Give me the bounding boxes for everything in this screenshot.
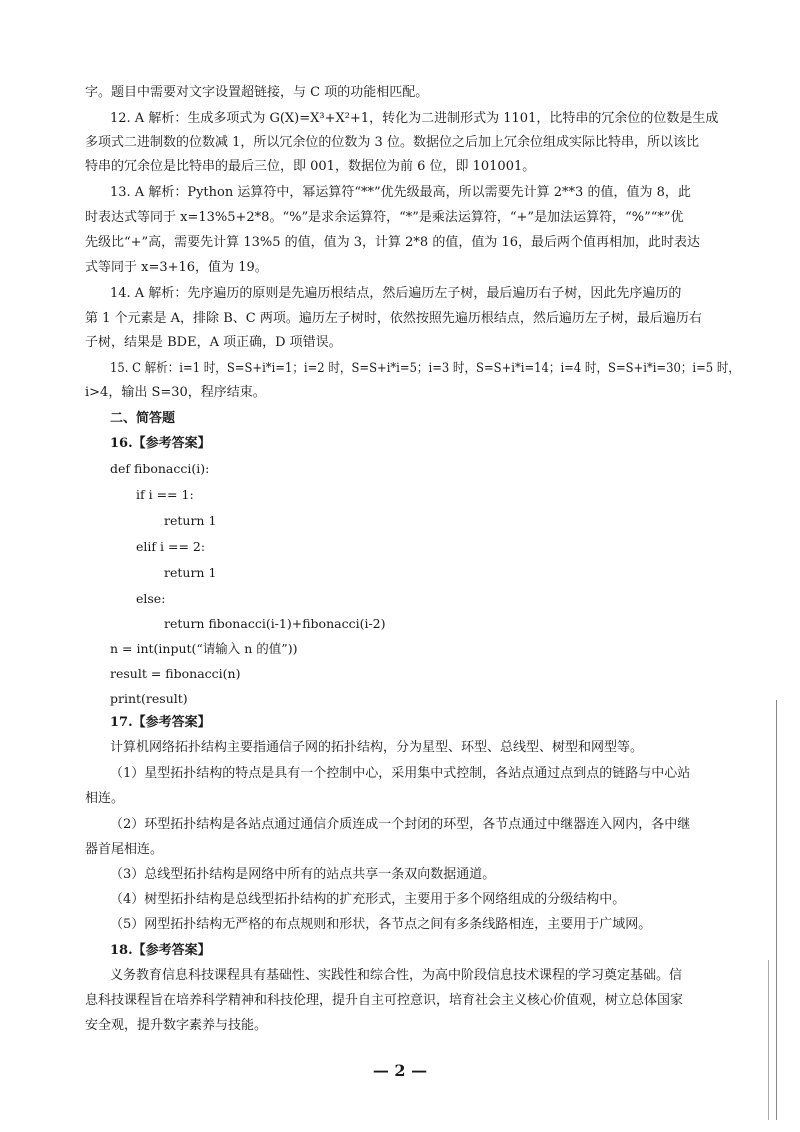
- question-16-heading: 16.【参考答案】: [110, 436, 211, 451]
- text-line: 器首尾相连。: [85, 842, 164, 857]
- text-line: （4）树型拓扑结构是总线型拓扑结构的扩充形式，主要用于多个网络组成的分级结构中。: [110, 892, 626, 907]
- text-line: 子树，结果是 BDE，A 项正确，D 项错误。: [85, 335, 342, 350]
- text-line: 计算机网络拓扑结构主要指通信子网的拓扑结构，分为星型、环型、总线型、树型和网型等。: [110, 740, 644, 755]
- text-line: 字。题目中需要对文字设置超链接，与 C 项的功能相匹配。: [85, 85, 429, 100]
- text-line: 时表达式等同于 x=13%5+2*8。“%”是求余运算符，“*”是乘法运算符，“+”是加法运算符，“%”“*”优: [85, 210, 684, 225]
- text-line: i>4，输出 S=30，程序结束。: [85, 385, 266, 400]
- text-line: 义务教育信息科技课程具有基础性、实践性和综合性，为高中阶段信息技术课程的学习奠定基础。信: [110, 968, 683, 983]
- code-line: if i == 1:: [136, 487, 194, 502]
- code-line: return fibonacci(i-1)+fibonacci(i-2): [164, 616, 386, 631]
- code-line: return 1: [164, 565, 217, 580]
- code-line: n = int(input(“请输入 n 的值”)): [110, 641, 298, 656]
- text-line: （2）环型拓扑结构是各站点通过通信介质连成一个封闭的环型，各节点通过中继器连入网内，各中继: [110, 817, 691, 832]
- text-line: 特串的冗余位是比特串的最后三位，即 001，数据位为前 6 位，即 101001。: [85, 159, 536, 174]
- answer-14-line: 14. A 解析：先序遍历的原则是先遍历根结点，然后遍历左子树，最后遍历右子树，因此先序遍历的: [110, 286, 682, 301]
- code-line: elif i == 2:: [136, 539, 206, 554]
- code-line: def fibonacci(i):: [110, 461, 210, 476]
- text-line: （3）总线型拓扑结构是网络中所有的站点共享一条双向数据通道。: [110, 867, 496, 882]
- text-line: 安全观，提升数字素养与技能。: [85, 1018, 268, 1033]
- text-line: 第 1 个元素是 A，排除 B、C 两项。遍历左子树时，依然按照先遍历根结点，然后遍历左子树，最后遍历右: [85, 311, 702, 326]
- text-line: 息科技课程旨在培养科学精神和科技伦理，提升自主可控意识，培育社会主义核心价值观，树立总体国家: [85, 993, 684, 1008]
- question-17-heading: 17.【参考答案】: [110, 715, 211, 730]
- answer-15-line: 15. C 解析：i=1 时，S=S+i*i=1；i=2 时，S=S+i*i=5；i=3 时，S=S+i*i=14；i=4 时，S=S+i*i=30；i=5 时，: [110, 361, 740, 376]
- section-heading: 二、简答题: [110, 411, 176, 426]
- text-line: （5）网型拓扑结构无严格的布点规则和形状，各节点之间有多条线路相连，主要用于广域网。: [110, 917, 652, 932]
- answer-12-line: 12. A 解析：生成多项式为 G(X)=X³+X²+1，转化为二进制形式为 1101，比特串的冗余位的位数是生成: [110, 111, 719, 126]
- code-line: return 1: [164, 513, 217, 528]
- text-line: 先级比“+”高，需要先计算 13%5 的值，值为 3，计算 2*8 的值，值为 16，最后两个值再相加，此时表达: [85, 235, 700, 250]
- text-line: 多项式二进制数的位数减 1，所以冗余位的位数为 3 位。数据位之后加上冗余位组成实际比特串，所以该比: [85, 135, 699, 150]
- scan-edge-line: [776, 700, 777, 1120]
- scan-edge-line: [768, 960, 769, 1120]
- code-line: result = fibonacci(n): [110, 666, 241, 681]
- code-line: else:: [136, 591, 166, 606]
- page-number: — 2 —: [372, 1061, 428, 1080]
- question-18-heading: 18.【参考答案】: [110, 943, 211, 958]
- text-line: （1）星型拓扑结构的特点是具有一个控制中心，采用集中式控制，各站点通过点到点的链路与中心站: [110, 766, 691, 781]
- text-line: 式等同于 x=3+16，值为 19。: [85, 260, 268, 275]
- text-line: 相连。: [85, 791, 125, 806]
- answer-13-line: 13. A 解析：Python 运算符中，幂运算符“**”优先级最高，所以需要先计算 2**3 的值，值为 8，此: [110, 185, 691, 200]
- code-line: print(result): [110, 691, 188, 706]
